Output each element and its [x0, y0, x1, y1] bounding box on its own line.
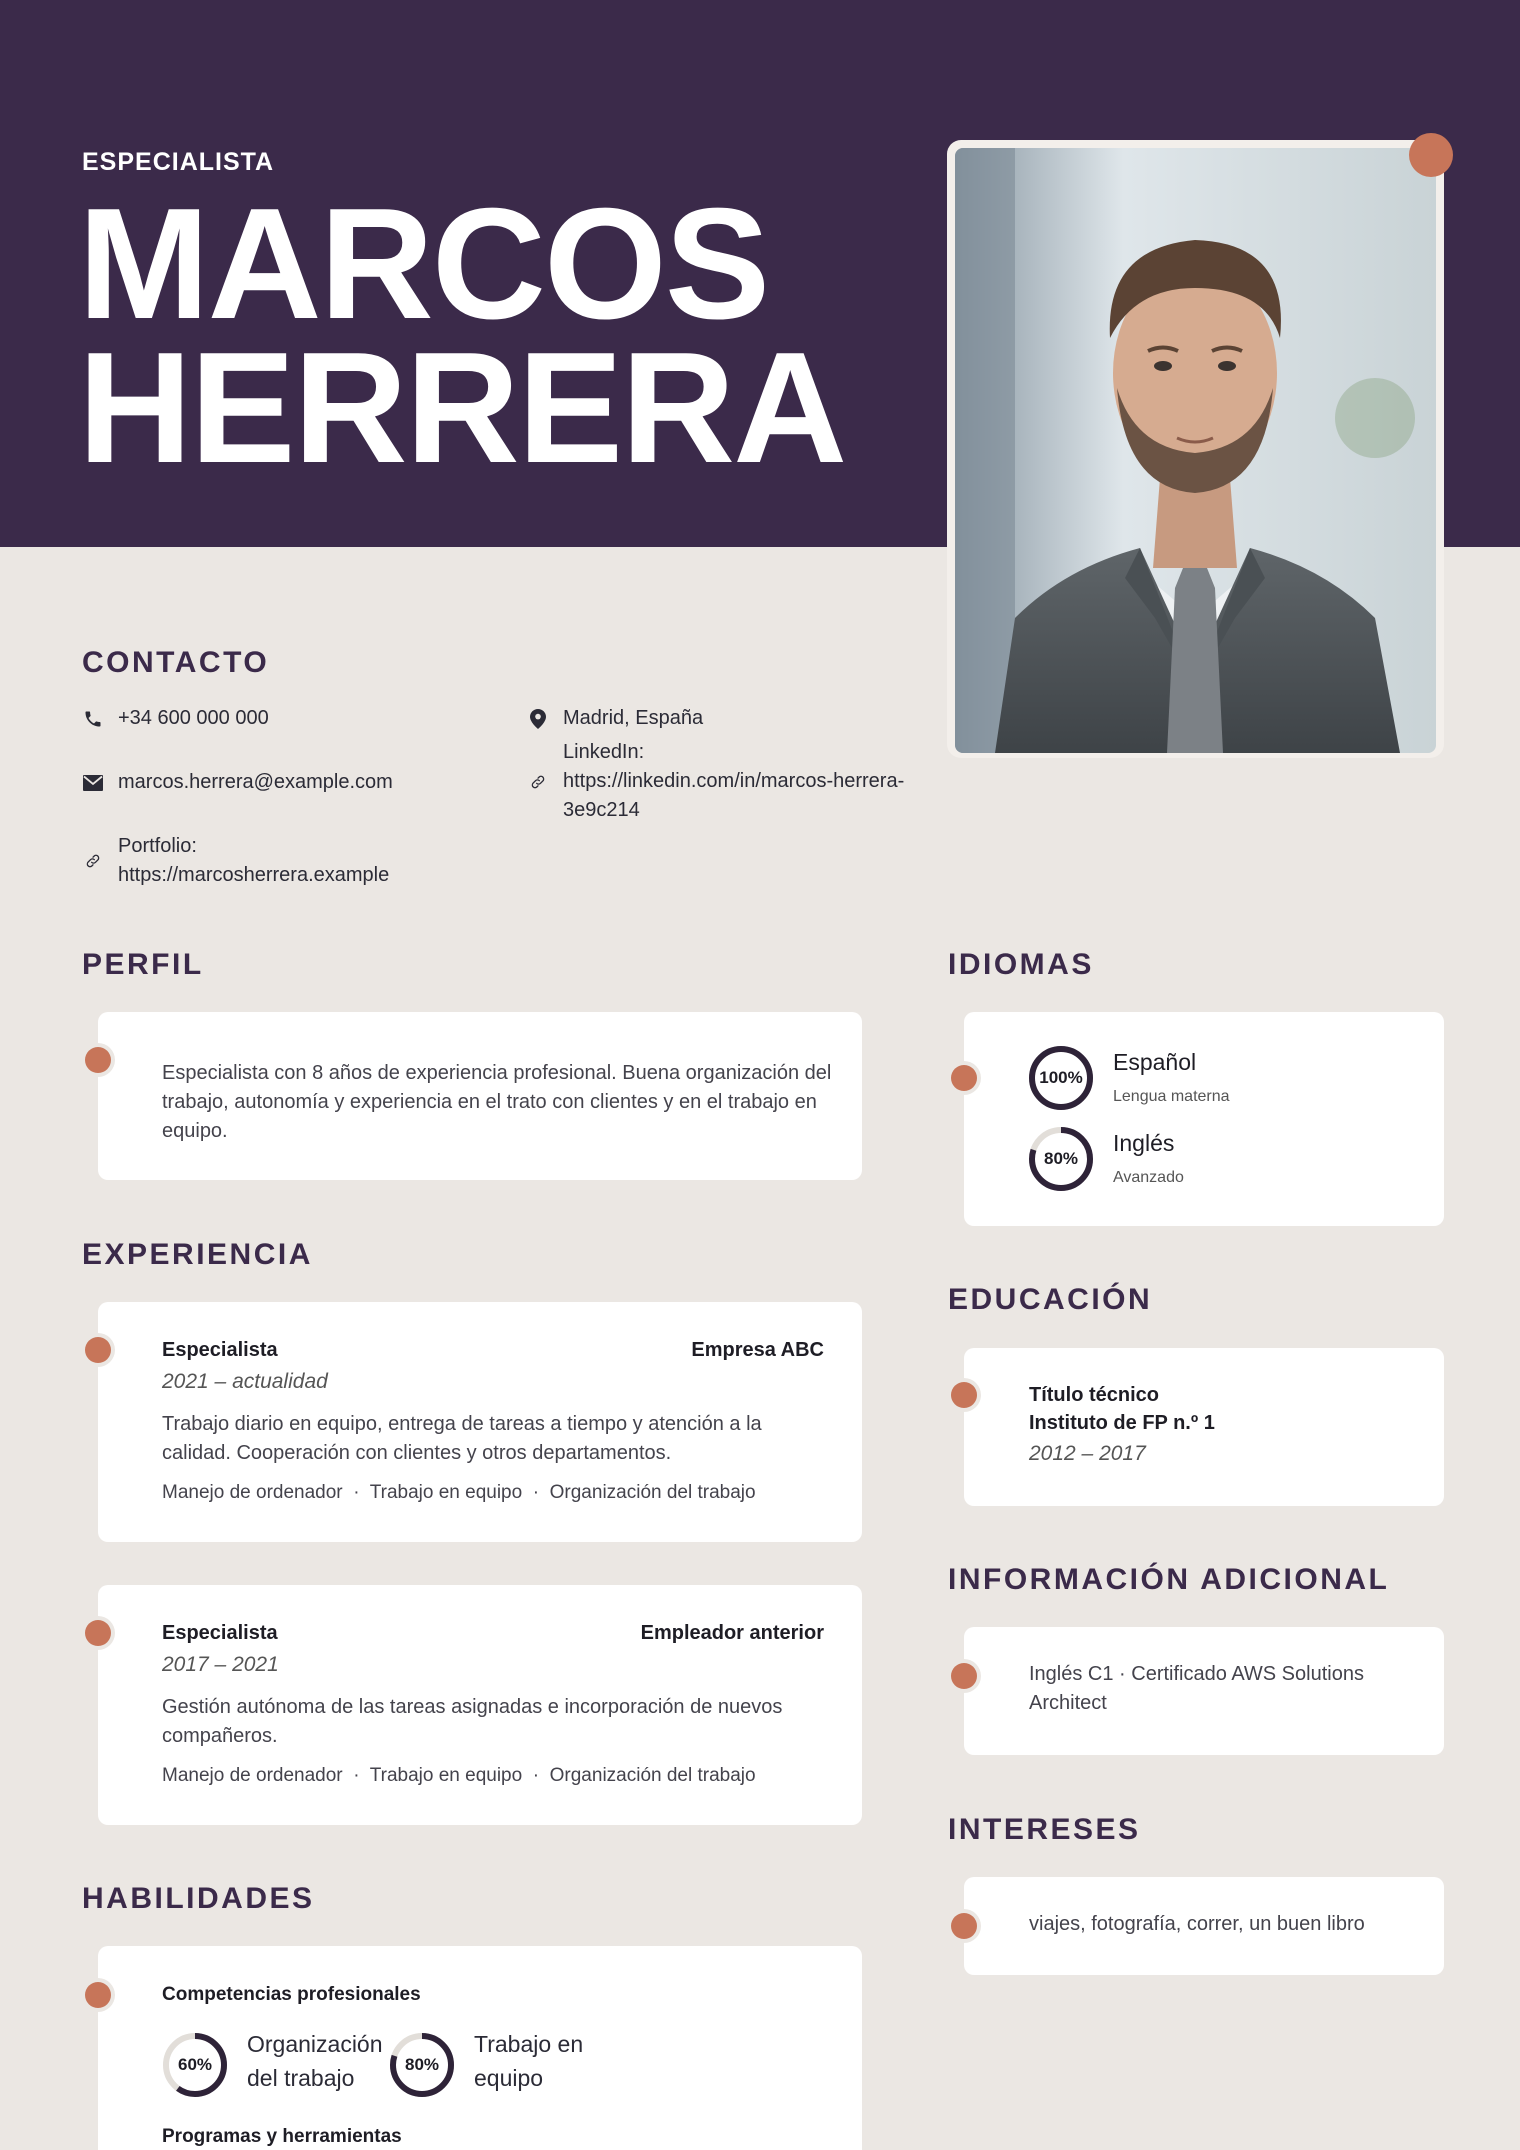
profile-bullet — [85, 1047, 111, 1073]
languages-bullet — [951, 1065, 977, 1091]
languages-title: IDIOMAS — [948, 948, 1094, 981]
full-name — [78, 176, 846, 496]
education-school: Instituto de FP n.º 1 — [1029, 1412, 1215, 1434]
skills-bullet — [85, 1982, 111, 2008]
envelope-icon — [82, 772, 104, 794]
education-dates: 2012 – 2017 — [1029, 1442, 1146, 1465]
language-name: Inglés — [1113, 1130, 1175, 1156]
contact-linkedin — [527, 738, 904, 825]
job-title: Especialista — [162, 1622, 278, 1644]
language-level: Avanzado — [1113, 1169, 1184, 1186]
contact-location — [527, 704, 703, 733]
job-tags: Manejo de ordenador · Trabajo en equipo · Organización del trabajo — [162, 1765, 756, 1786]
education-degree: Título técnico — [1029, 1384, 1159, 1406]
photo-frame — [947, 140, 1444, 758]
profile-title: PERFIL — [82, 948, 204, 981]
email-text[interactable]: marcos.herrera@example.com — [118, 771, 393, 793]
skills-group-title: Competencias profesionales — [162, 1984, 421, 2005]
skills-title: HABILIDADES — [82, 1882, 315, 1915]
location-text: Madrid, España — [563, 707, 704, 729]
skill-name-line: del trabajo — [247, 2065, 355, 2091]
profile-photo — [955, 148, 1436, 753]
last-name: HERRERA — [78, 320, 846, 496]
skill-name-line: Trabajo en — [474, 2031, 584, 2057]
linkedin-url-line-1[interactable]: https://linkedin.com/in/marcos-herrera- — [563, 770, 905, 792]
location-pin-icon — [527, 708, 549, 730]
additional-bullet — [951, 1663, 977, 1689]
job-dates: 2021 – actualidad — [162, 1370, 328, 1393]
skills-group-title: Programas y herramientas — [162, 2126, 402, 2147]
portfolio-text — [118, 832, 389, 890]
progress-ring-label: 80% — [404, 2055, 440, 2074]
first-name: MARCOS — [78, 176, 769, 352]
contact-title: CONTACTO — [82, 646, 270, 679]
job-dates: 2017 – 2021 — [162, 1653, 279, 1676]
job-bullet — [85, 1620, 111, 1646]
progress-ring-label: 80% — [1043, 1149, 1079, 1168]
skill-name-line: Organización — [247, 2031, 383, 2057]
accent-dot — [1409, 133, 1453, 177]
job-description: Gestión autónoma de las tareas asignadas e incorporación de nuevos compañeros. — [162, 1696, 783, 1747]
linkedin-label: LinkedIn: — [563, 741, 645, 763]
link-icon — [82, 850, 104, 872]
portfolio-url[interactable]: https://marcosherrera.example — [118, 864, 390, 886]
job-title: Especialista — [162, 1339, 278, 1361]
language-level: Lengua materna — [1113, 1088, 1230, 1105]
job-role: ESPECIALISTA — [82, 148, 275, 176]
interests-bullet — [951, 1913, 977, 1939]
interests-text: viajes, fotografía, correr, un buen libro — [1029, 1913, 1365, 1935]
job-company: Empresa ABC — [691, 1339, 824, 1361]
progress-ring-label: 100% — [1039, 1068, 1083, 1087]
contact-email — [82, 768, 393, 797]
additional-text: Inglés C1 · Certificado AWS Solutions Architect — [1029, 1663, 1364, 1714]
skill-name-line: equipo — [474, 2065, 544, 2091]
additional-title: INFORMACIÓN ADICIONAL — [948, 1563, 1390, 1596]
language-name: Español — [1113, 1049, 1197, 1075]
phone-text[interactable]: +34 600 000 000 — [118, 707, 269, 729]
progress-ring-label: 60% — [177, 2055, 213, 2074]
education-title: EDUCACIÓN — [948, 1283, 1153, 1316]
job-tags: Manejo de ordenador · Trabajo en equipo · Organización del trabajo — [162, 1482, 756, 1503]
experience-title: EXPERIENCIA — [82, 1238, 313, 1271]
job-description: Trabajo diario en equipo, entrega de tareas a tiempo y atención a la calidad. Cooperación con clientes y otros departamentos. — [162, 1413, 762, 1464]
job-company: Empleador anterior — [640, 1622, 824, 1644]
linkedin-url-line-2[interactable]: 3e9c214 — [563, 799, 640, 821]
portfolio-label: Portfolio: — [118, 835, 197, 857]
education-bullet — [951, 1382, 977, 1408]
contact-portfolio — [82, 832, 389, 890]
profile-text: Especialista con 8 años de experiencia profesional. Buena organización del trabajo, autonomía y experiencia en el trato con clientes y en el trabajo en equipo. — [162, 1062, 832, 1142]
skill-name — [247, 2027, 383, 2095]
linkedin-text — [563, 738, 904, 825]
contact-phone — [82, 704, 269, 733]
job-bullet — [85, 1337, 111, 1363]
link-icon — [527, 771, 549, 793]
phone-icon — [82, 708, 104, 730]
interests-title: INTERESES — [948, 1813, 1141, 1846]
skill-name — [474, 2027, 583, 2095]
